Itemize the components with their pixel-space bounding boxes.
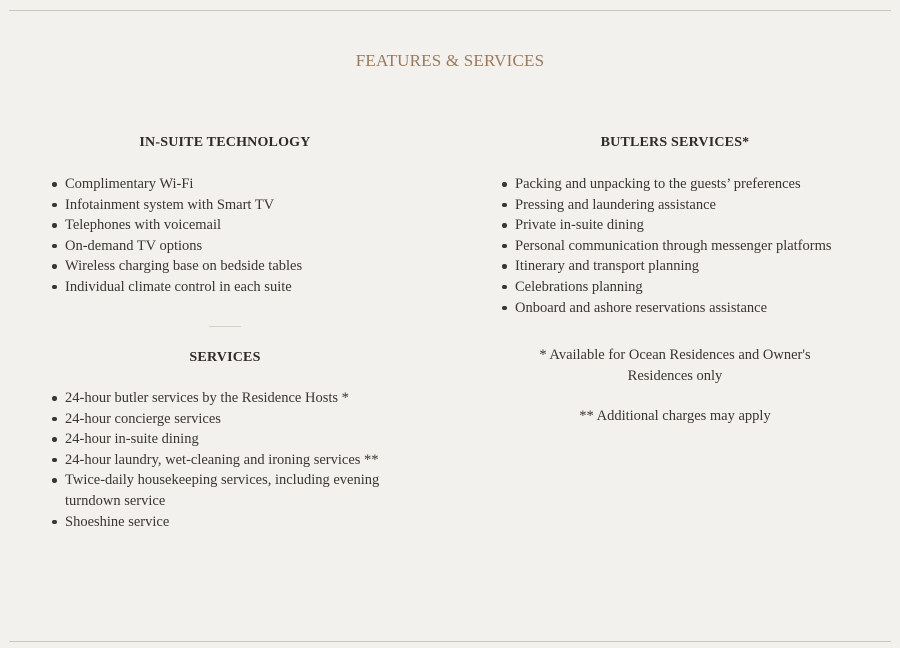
list-item: 24-hour concierge services <box>65 409 385 430</box>
list-item: Celebrations planning <box>515 277 860 298</box>
services-list <box>45 388 385 532</box>
in-suite-technology-heading: IN-SUITE TECHNOLOGY <box>139 135 311 150</box>
availability-note: * Available for Ocean Residences and Owner's Residences only <box>539 347 811 384</box>
butlers-services-list <box>495 174 860 318</box>
list-item: Infotainment system with Smart TV <box>65 195 405 216</box>
list-item: Private in-suite dining <box>515 215 860 236</box>
list-item: Individual climate control in each suite <box>65 277 405 298</box>
list-item: Complimentary Wi-Fi <box>65 174 405 195</box>
list-item: Telephones with voicemail <box>65 215 405 236</box>
butlers-services-heading: BUTLERS SERVICES* <box>600 135 750 150</box>
list-item: On-demand TV options <box>65 236 405 257</box>
bottom-rule <box>9 641 891 642</box>
list-item: Packing and unpacking to the guests’ preferences <box>515 174 860 195</box>
list-item: Personal communication through messenger platforms <box>515 236 860 257</box>
list-item: Pressing and laundering assistance <box>515 195 860 216</box>
list-item: Twice-daily housekeeping services, including evening turndown service <box>65 470 385 511</box>
charges-note: ** Additional charges may apply <box>579 408 771 424</box>
list-item: Itinerary and transport planning <box>515 256 860 277</box>
list-item: 24-hour laundry, wet-cleaning and ironing services ** <box>65 450 385 471</box>
list-item: 24-hour butler services by the Residence Hosts * <box>65 388 385 409</box>
list-item: Onboard and ashore reservations assistance <box>515 298 860 319</box>
services-heading: SERVICES <box>189 350 261 365</box>
list-item: 24-hour in-suite dining <box>65 429 385 450</box>
list-item: Shoeshine service <box>65 512 385 533</box>
list-item: Wireless charging base on bedside tables <box>65 256 405 277</box>
in-suite-technology-list <box>45 174 405 298</box>
top-rule <box>9 10 891 11</box>
page-title: FEATURES & SERVICES <box>355 51 545 70</box>
section-divider <box>209 326 241 327</box>
